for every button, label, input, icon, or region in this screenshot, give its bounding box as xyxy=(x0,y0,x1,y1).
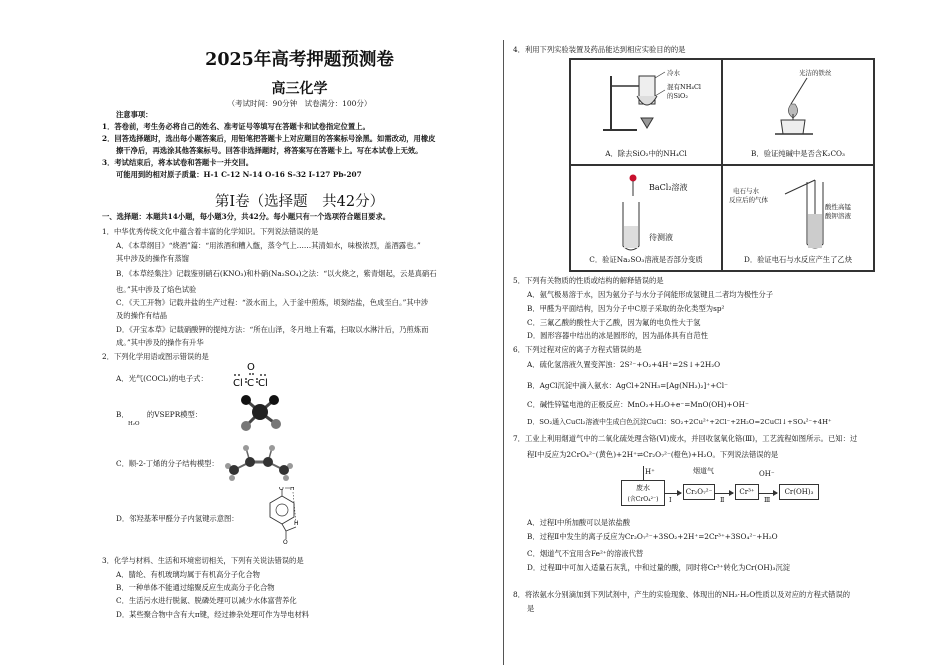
part1-title: 第Ⅰ卷（选择题 共42分） xyxy=(214,194,385,210)
waste-label-2: (含CrO₄²⁻) xyxy=(627,496,659,503)
svg-text:O: O xyxy=(279,487,284,492)
q4-cell-a xyxy=(570,59,722,165)
q1-option-b-cont: 也。”其中涉及了焰色试验 xyxy=(116,285,197,294)
exam-info: （考试时间：90分钟 试卷满分：100分） xyxy=(227,99,372,108)
q6-stem: 6．下列过程对应的离子方程式错误的是 xyxy=(513,345,642,354)
column-divider xyxy=(503,40,504,665)
svg-text:O: O xyxy=(283,539,288,545)
q1-option-c: C．《天工开物》记载井盐的生产过程：“汲水而上，入于釜中煎炼，顷刻结盐，色成至白。”其中涉 xyxy=(116,298,429,307)
q1-option-a: A．《本草纲目》“烧酒”篇：“用浓酒和糟入甑，蒸令气上……其清如水，味极浓烈，盖酒露也。” xyxy=(116,241,421,250)
q7-stem: 7．工业上利用烟道气中的二氧化硫处理含铬(Ⅵ)废水，并回收氢氧化铬(Ⅲ)，工艺流程如图所示。已知：过 xyxy=(513,434,858,443)
hydrogen-bond-diagram xyxy=(256,487,306,545)
flame-test-apparatus xyxy=(773,72,833,142)
svg-text:H: H xyxy=(290,487,295,492)
test-tube-apparatus xyxy=(611,172,651,256)
q8-stem: 8．将浓氨水分别滴加到下列试剂中，产生的实验现象、体现出的NH₃·H₂O性质以及对应的方程式错误的 xyxy=(513,590,851,599)
q4-caption-a: A．除去SiO₂中的NH₄Cl xyxy=(605,149,687,158)
svg-text:Cl: Cl xyxy=(233,378,243,389)
q3-option-a: A．腈纶、有机玻璃均属于有机高分子化合物 xyxy=(116,570,260,579)
cr3-box: Cr³⁺ xyxy=(735,484,759,500)
q4-cell-c xyxy=(570,165,722,271)
svg-text:C: C xyxy=(247,378,254,389)
q1-option-d: D．《开宝本草》记载硝酸钾的提纯方法：“所在山泽，冬月地上有霜，扫取以水淋汁后，乃煎炼而 xyxy=(116,325,429,334)
h-plus-label: H⁺ xyxy=(645,468,655,476)
sublimation-apparatus xyxy=(597,66,697,136)
notice-item: 2．回答选择题时，选出每小题答案后，用铅笔把答题卡上对应题目的答案标号涂黑。如需改动，用橡皮 xyxy=(102,134,436,143)
notice-item: 1．答卷前，考生务必将自己的姓名、准考证号等填写在答题卡和试卷指定位置上。 xyxy=(102,122,370,131)
q5-stem: 5．下列有关物质的性质或结构的解释错误的是 xyxy=(513,276,664,285)
q1-option-a-cont: 其中涉及的操作有蒸馏 xyxy=(116,254,189,263)
cold-water-label: 冷水 xyxy=(667,69,680,77)
gas-label: 电石与水 xyxy=(733,187,759,195)
arrow-1 xyxy=(665,493,681,494)
q3-option-c: C．生活污水进行脱氮、脱磷处理可以减少水体富营养化 xyxy=(116,596,297,605)
step1-label: Ⅰ xyxy=(669,496,672,504)
q2-stem: 2．下列化学用语或图示错误的是 xyxy=(102,352,209,361)
q2-option-c: C．顺-2-丁烯的分子结构模型： xyxy=(116,459,219,468)
kmno4-label-2: 酸钾溶液 xyxy=(825,212,851,220)
q3-stem: 3．化学与材料、生活和环境密切相关，下列有关说法错误的是 xyxy=(102,556,304,565)
h-plus-line xyxy=(643,466,644,480)
q6-option-d: D．SO₂通入CuCl₂溶液中生成白色沉淀CuCl：SO₂+2Cu²⁺+2Cl⁻+2H₂O=2CuCl↓+SO₄²⁻+4H⁺ xyxy=(527,418,832,426)
mix-label-2: 的SiO₂ xyxy=(667,92,688,100)
q7-option-c: C．烟道气不宜用含Fe²⁺的溶液代替 xyxy=(527,549,644,558)
mix-label: 混有NH₄Cl xyxy=(667,83,702,91)
q4-caption-d: D．验证电石与水反应产生了乙炔 xyxy=(743,255,852,264)
exam-subtitle: 高三化学 xyxy=(271,81,328,97)
cis-2-butene-model xyxy=(224,440,294,484)
q5-option-c: C．三氟乙酸的酸性大于乙酸，因为氟的电负性大于氢 xyxy=(527,318,701,327)
step2-label: Ⅱ xyxy=(720,496,725,504)
q5-option-a: A．氨气极易溶于水，因为氨分子与水分子间能形成氢键且二者均为极性分子 xyxy=(527,290,774,299)
q2-option-a: A．光气(COCl₂)的电子式： xyxy=(116,374,208,383)
arrow-3 xyxy=(759,493,777,494)
step3-label: Ⅲ xyxy=(764,496,771,504)
q1-option-d-cont: 成。”其中涉及的操作有升华 xyxy=(116,338,204,347)
h2o-label: H₂O xyxy=(128,421,140,427)
section-instruction: 一、选择题：本题共14小题，每小题3分，共42分。每小题只有一个选项符合题目要求。 xyxy=(102,212,391,221)
notice-item: 3．考试结束后，将本试卷和答题卡一并交回。 xyxy=(102,158,254,167)
q4-cell-b xyxy=(722,59,874,165)
q7-option-d: D．过程Ⅲ中可加入适量石灰乳，中和过量的酸，同时将Cr³⁺转化为Cr(OH)₃沉淀 xyxy=(527,563,791,572)
dichromate-box: Cr₂O₇²⁻ xyxy=(683,484,715,500)
q5-option-d: D．圆形容器中结出的冰是圆形的，因为晶体具有自范性 xyxy=(527,331,708,340)
q4-stem: 4．利用下列实验装置及药品能达到相应实验目的的是 xyxy=(513,45,686,54)
acetylene-test-apparatus xyxy=(783,172,827,252)
q7-option-b: B．过程Ⅱ中发生的离子反应为Cr₂O₇²⁻+3SO₂+2H⁺=2Cr³⁺+3SO₄²⁻+H₂O xyxy=(527,532,778,541)
q4-caption-c: C．验证Na₂SO₃溶液是否部分变质 xyxy=(589,255,703,264)
waste-label: 废水 xyxy=(636,484,650,492)
q5-option-b: B．甲醛为平面结构，因为分子中C原子采取的杂化类型为sp² xyxy=(527,304,725,313)
cocl2-electron-formula xyxy=(230,360,272,394)
arrow-2 xyxy=(715,493,733,494)
svg-text:H: H xyxy=(294,520,299,527)
gas-label-2: 反应后的气体 xyxy=(729,196,768,204)
q7-stem-cont: 程Ⅰ中反应为2CrO₄²⁻(黄色)+2H⁺⇌Cr₂O₇²⁻(橙色)+H₂O。下列说法错误的是 xyxy=(527,450,779,459)
q4-caption-b: B．验证纯碱中是否含K₂CO₃ xyxy=(751,149,845,158)
bacl2-label: BaCl₂溶液 xyxy=(649,183,688,192)
iron-wire-label: 光洁的铁丝 xyxy=(799,69,832,77)
q4-cell-d xyxy=(722,165,874,271)
svg-text:Cl: Cl xyxy=(258,378,268,389)
q1-option-c-cont: 及的操作有结晶 xyxy=(116,311,168,320)
croh3-box: Cr(OH)₃ xyxy=(779,484,819,500)
oh-label: OH⁻ xyxy=(759,470,775,478)
q1-stem: 1．中华优秀传统文化中蕴含着丰富的化学知识。下列说法错误的是 xyxy=(102,227,319,236)
q7-option-a: A．过程Ⅰ中所加酸可以是浓盐酸 xyxy=(527,518,631,527)
q2-option-d: D．邻羟基苯甲醛分子内氢键示意图： xyxy=(116,514,239,523)
q3-option-d: D．某些聚合物中含有大π键，经过掺杂处理可作为导电材料 xyxy=(116,610,310,619)
q2-option-b: B． 的VSEPR模型： xyxy=(116,410,203,419)
notice-item: 擦干净后，再选涂其他答案标号。回答非选择题时，将答案写在答题卡上。写在本试卷上无效。 xyxy=(116,146,423,155)
exam-title: 2025年高考押题预测卷 xyxy=(205,50,394,70)
test-liquid-label: 待测液 xyxy=(649,233,673,242)
q6-option-b: B．AgCl沉淀中滴入氨水：AgCl+2NH₃=[Ag(NH₃)₂]⁺+Cl⁻ xyxy=(527,381,728,390)
svg-text:O: O xyxy=(247,362,255,373)
kmno4-label: 酸性高锰 xyxy=(825,203,851,211)
q8-stem-cont: 是 xyxy=(527,604,535,613)
atomic-mass-note: 可能用到的相对原子质量：H-1 C-12 N-14 O-16 S-32 I-127 Pb-207 xyxy=(116,170,362,179)
q6-option-c: C．碱性锌锰电池的正极反应：MnO₂+H₂O+e⁻=MnO(OH)+OH⁻ xyxy=(527,400,749,409)
q1-option-b: B．《本草经集注》记载鉴别硝石(KNO₃)和朴硝(Na₂SO₄)之法：“以火烧之，紫青烟起，云是真硝石 xyxy=(116,269,437,278)
waste-water-box xyxy=(621,480,665,506)
q3-option-b: B．一种单体不能通过缩聚反应生成高分子化合物 xyxy=(116,583,275,592)
vsepr-model-image xyxy=(236,392,284,432)
notice-heading: 注意事项： xyxy=(116,110,153,119)
q6-option-a: A．硫化氢溶液久置变浑浊：2S²⁻+O₂+4H⁺=2S↓+2H₂O xyxy=(527,360,721,369)
flue-gas-label: 烟道气 xyxy=(693,467,714,475)
q4-table xyxy=(569,58,875,272)
